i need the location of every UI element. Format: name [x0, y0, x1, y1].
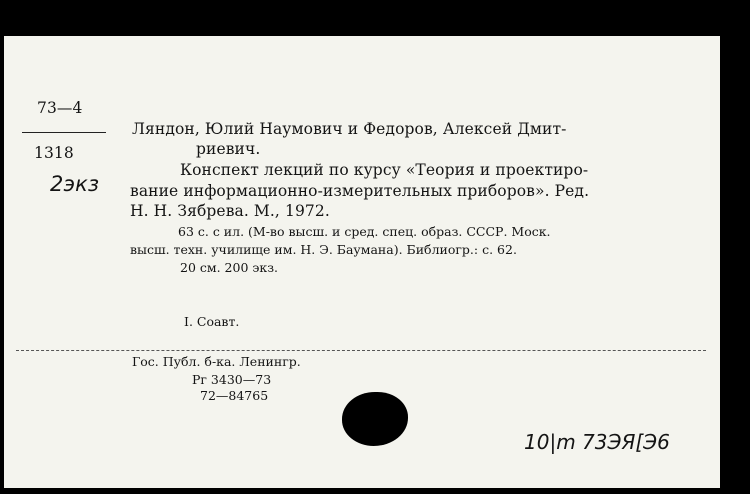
call-number-divider — [22, 132, 106, 133]
handwritten-shelf-note: 10|m 73ЭЯ[Э6 — [524, 430, 670, 454]
title-line-2: вание информационно-измерительных приборов». Ред. — [130, 182, 590, 200]
author-heading-cont: риевич. — [196, 140, 261, 158]
reg-number-2: 72—84765 — [200, 388, 269, 403]
tracing: I. Соавт. — [184, 314, 240, 329]
handwritten-copies-note: 2экз — [50, 172, 100, 196]
notes-line-2: высш. техн. училище им. Н. Э. Баумана). Библиогр.: с. 62. — [130, 242, 517, 257]
title-line-3: Н. Н. Зябрева. М., 1972. — [130, 202, 330, 220]
catalog-card — [4, 36, 720, 488]
reg-number-1: Рг 3430—73 — [192, 372, 272, 387]
notes-line-1: 63 с. с ил. (М-во высш. и сред. спец. образ. СССР. Моск. — [178, 224, 551, 239]
library-line: Гос. Публ. б-ка. Ленингр. — [132, 354, 301, 369]
call-number-bottom: 1318 — [34, 144, 74, 162]
notes-line-3: 20 см. 200 экз. — [180, 260, 278, 275]
title-line-1: Конспект лекций по курсу «Теория и проектиро- — [180, 161, 589, 179]
separator-line — [16, 350, 706, 351]
author-heading: Ляндон, Юлий Наумович и Федоров, Алексей Дмит- — [132, 120, 567, 138]
punch-hole — [342, 392, 408, 446]
call-number-top: 73—4 — [37, 99, 83, 117]
